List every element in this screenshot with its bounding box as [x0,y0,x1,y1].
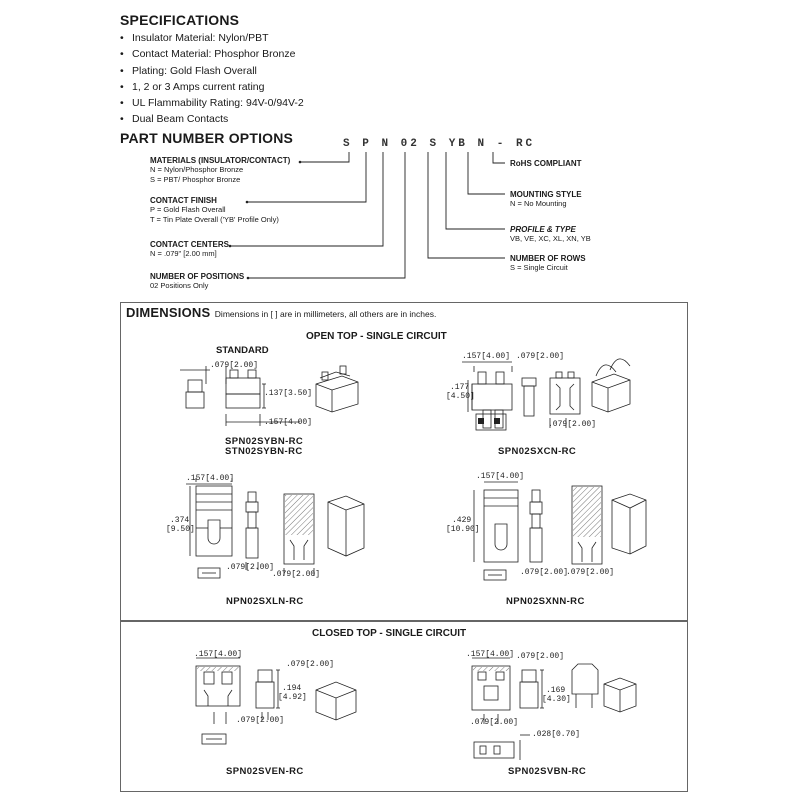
dim-label: .079[2.00] [236,716,285,725]
option-label: CONTACT CENTERS [150,240,229,249]
code-dash: - [496,138,507,150]
drawing-sxln [186,478,364,578]
dim-label: .079[2.00] [548,420,597,429]
standard-label: STANDARD [216,345,269,356]
dim-label: [4.30] [542,695,571,704]
code-s: S [343,138,353,150]
code-n: N [381,138,392,150]
code-02: 02 [400,138,420,150]
part-name: STN02SYBN-RC [225,446,303,457]
part-number-title: PART NUMBER OPTIONS [120,130,294,146]
drawing-sxnn [474,482,646,580]
specifications-title: SPECIFICATIONS [120,12,240,28]
option-label: MOUNTING STYLE [510,190,582,199]
dim-label: .157[4.00] [186,474,235,483]
spec-item: • Contact Material: Phosphor Bronze [120,46,304,62]
code-n2: N [477,138,488,150]
dim-label: .374 [170,516,190,525]
spec-item: • 1, 2 or 3 Amps current rating [120,79,304,95]
spec-item: • Plating: Gold Flash Overall [120,63,304,79]
part-name: SPN02SYBN-RC [225,436,304,447]
dim-label: .169 [546,686,566,695]
dim-label: .079[2.00] [520,568,569,577]
drawing-svbn [472,658,636,760]
option-label: RoHS COMPLIANT [510,159,582,168]
dimensions-note: Dimensions in [ ] are in millimeters, all others are in inches. [214,309,437,319]
dim-label: .157[4.00] [194,650,243,659]
dim-label: .079[2.00] [286,660,335,669]
code-yb: YB [448,138,468,150]
option-line: N = .079" [2.00 mm] [150,249,217,258]
option-line: T = Tin Plate Overall ('YB' Profile Only) [150,215,279,224]
dim-label: .079[2.00] [226,563,275,572]
spec-item: • Insulator Material: Nylon/PBT [120,30,304,46]
dim-label: .157[4.00] [466,650,515,659]
dim-label: .028[0.70] [532,730,581,739]
option-label: NUMBER OF POSITIONS [150,272,245,281]
open-top-title: OPEN TOP - SINGLE CIRCUIT [306,331,447,342]
part-name: SPN02SVBN-RC [508,766,587,777]
option-label: PROFILE & TYPE [510,225,576,234]
dimensions-title: DIMENSIONS [126,305,211,320]
dim-label: [4.50] [446,392,475,401]
drawing-sxcn [462,359,630,430]
option-line: P = Gold Flash Overall [150,205,226,214]
dim-label: .429 [452,516,472,525]
dim-label: .079[2.00] [470,718,519,727]
option-label: CONTACT FINISH [150,196,217,205]
option-label: MATERIALS (INSULATOR/CONTACT) [150,156,291,165]
option-line: N = Nylon/Phosphor Bronze [150,165,244,174]
option-line: S = PBT/ Phosphor Bronze [150,175,241,184]
part-name: SPN02SVEN-RC [226,766,304,777]
dim-label: .157[4.00] [264,418,313,427]
closed-top-title: CLOSED TOP - SINGLE CIRCUIT [312,628,467,639]
dim-label: .157[4.00] [476,472,525,481]
dim-label: .137[3.50] [264,389,313,398]
part-name: SPN02SXCN-RC [498,446,577,457]
dim-label: [9.50] [166,525,195,534]
code-rc: RC [515,138,536,150]
dim-label: .194 [282,684,302,693]
dim-label: .079[2.00] [516,652,565,661]
code-s2: S [429,138,440,150]
part-name: NPN02SXLN-RC [226,596,304,607]
dim-label: [4.92] [278,693,307,702]
option-line: VB, VE, XC, XL, XN, YB [510,234,591,243]
dim-label: .079[2.00] [210,361,259,370]
code-p: P [362,138,372,150]
dim-label: [10.90] [446,525,480,534]
dim-label: .079[2.00] [272,570,321,579]
spec-item: • UL Flammability Rating: 94V-0/94V-2 [120,95,304,111]
option-line: N = No Mounting [510,199,567,208]
dim-label: .079[2.00] [566,568,615,577]
option-line: S = Single Circuit [510,263,568,272]
dim-label: .079[2.00] [516,352,565,361]
option-line: 02 Positions Only [150,281,209,290]
option-label: NUMBER OF ROWS [510,254,586,263]
dim-label: .157[4.00] [462,352,511,361]
dim-label: .177 [450,383,470,392]
spec-item: • Dual Beam Contacts [120,111,304,127]
part-name: NPN02SXNN-RC [506,596,585,607]
